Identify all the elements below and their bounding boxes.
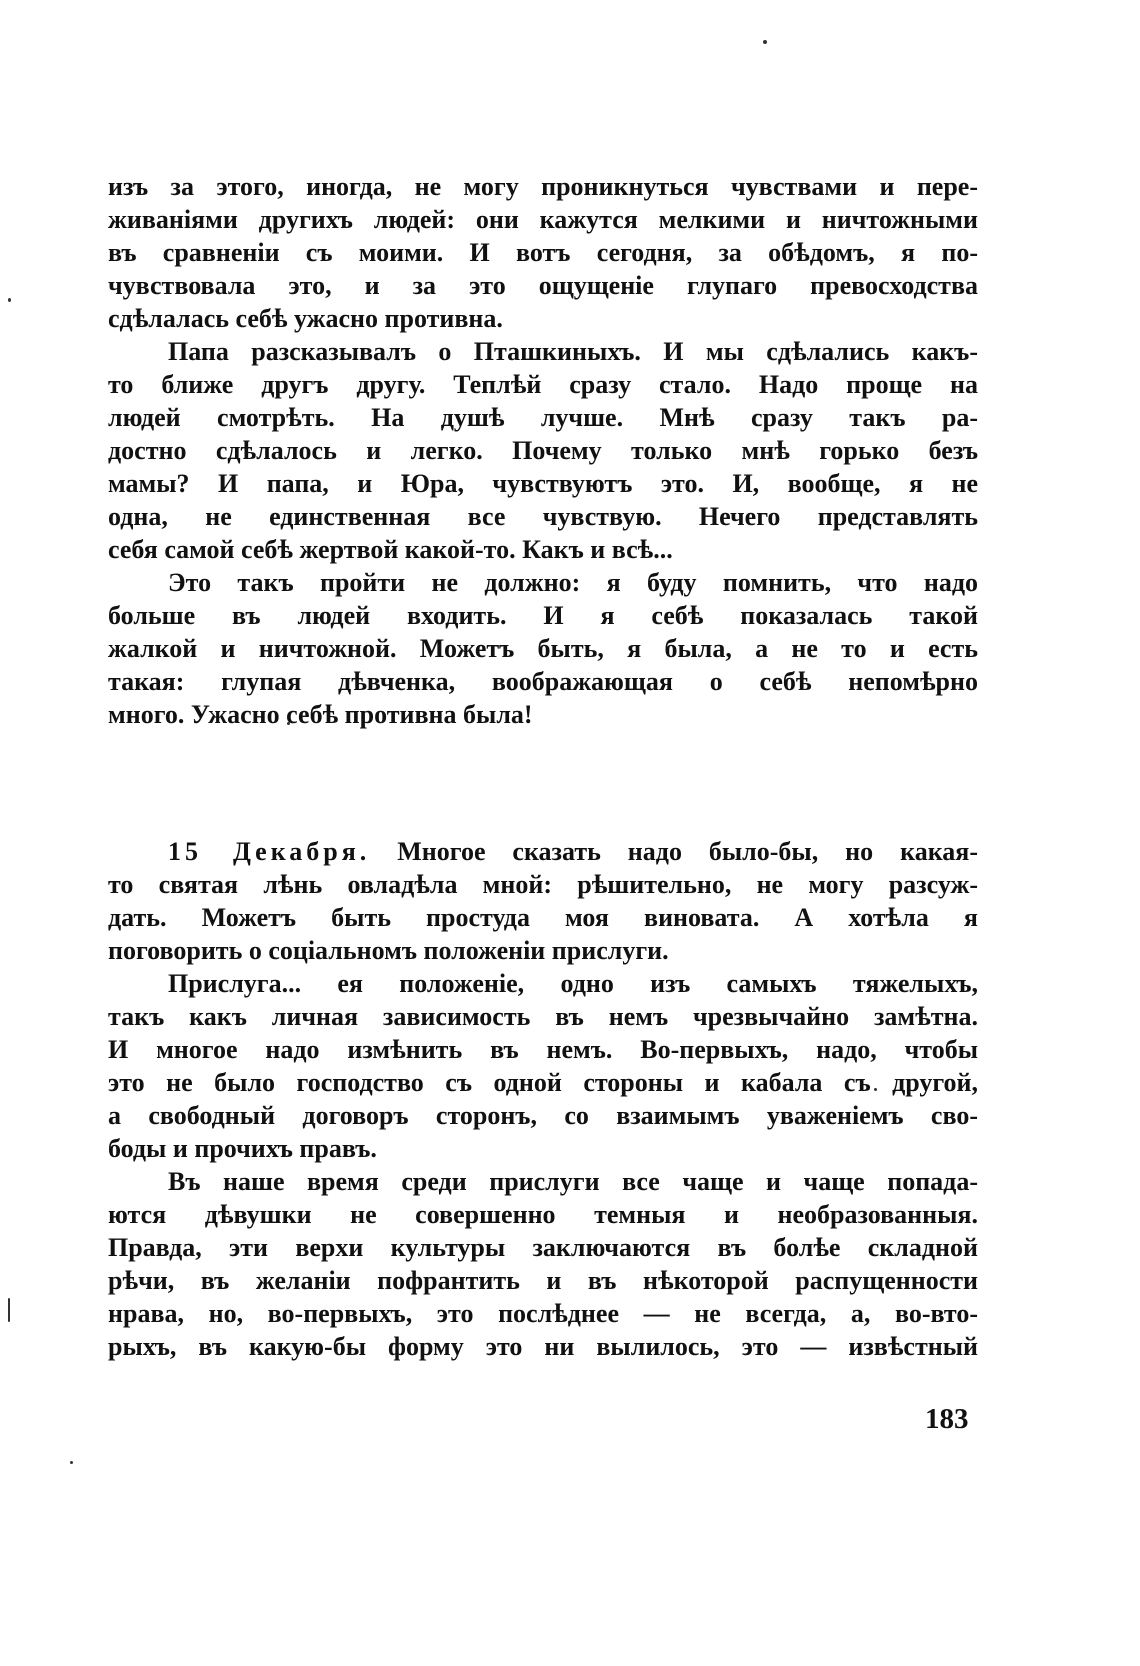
- text-line: И многое надо измѣнить въ немъ. Во-первыхъ, надо, чтобы: [108, 1035, 978, 1064]
- diary-entry-december: [108, 835, 978, 1363]
- text-line: жалкой и ничтожной. Можетъ быть, я была, а не то и есть: [108, 634, 978, 663]
- entry-first-line: [108, 835, 978, 868]
- scan-speck: [8, 1298, 10, 1322]
- entry-date: 15 Декабря.: [168, 837, 371, 866]
- entry-first-line-text: Многое сказать надо было-бы, но какая-: [397, 837, 979, 866]
- text-line: рыхъ, въ какую-бы форму это ни вылилось, это — извѣстный: [108, 1332, 978, 1361]
- text-line: Папа разсказывалъ о Пташкиныхъ. И мы сдѣлались какъ-: [168, 337, 978, 366]
- diary-entry-continued: [108, 170, 978, 731]
- text-line: одна, не единственная все чувствую. Нечего представлять: [108, 502, 978, 531]
- text-line: сдѣлалась себѣ ужасно противна.: [108, 304, 503, 333]
- text-line: чувствовала это, и за это ощущеніе глупаго превосходства: [108, 271, 978, 300]
- text-line: а свободный договоръ сторонъ, со взаимымъ уваженіемъ сво-: [108, 1101, 978, 1130]
- text-line: больше въ людей входить. И я себѣ показалась такой: [108, 601, 978, 630]
- text-line: изъ за этого, иногда, не могу проникнуться чувствами и пере-: [108, 172, 978, 201]
- text-line: такая: глупая дѣвченка, воображающая о себѣ непомѣрно: [108, 667, 978, 696]
- scan-speck: [763, 40, 767, 44]
- text-line: рѣчи, въ желаніи пофрантить и въ нѣкоторой распущенности: [108, 1266, 978, 1295]
- page-number: 183: [925, 1403, 969, 1435]
- text-line: себя самой себѣ жертвой какой-то. Какъ и всѣ...: [108, 535, 673, 564]
- text-line: поговорить о соціальномъ положеніи прислуги.: [108, 936, 669, 965]
- text-line: Правда, эти верхи культуры заключаются въ болѣе складной: [108, 1233, 978, 1262]
- text-line: то ближе другъ другу. Теплѣй сразу стало. Надо проще на: [108, 370, 978, 399]
- scan-speck: [8, 298, 11, 302]
- text-line: много. Ужасно себѣ противна была!: [108, 700, 533, 729]
- text-line: Прислуга... ея положеніе, одно изъ самыхъ тяжелыхъ,: [168, 969, 978, 998]
- text-line: мамы? И папа, и Юра, чувствуютъ это. И, вообще, я не: [108, 469, 978, 498]
- text-line: Это такъ пройти не должно: я буду помнить, что надо: [168, 568, 978, 597]
- text-line: въ сравненіи съ моими. И вотъ сегодня, за обѣдомъ, я по-: [108, 238, 978, 267]
- text-line: живаніями другихъ людей: они кажутся мелкими и ничтожными: [108, 205, 978, 234]
- text-line: такъ какъ личная зависимость въ немъ чрезвычайно замѣтна.: [108, 1002, 978, 1031]
- text-line: ются дѣвушки не совершенно темныя и необразованныя.: [108, 1200, 978, 1229]
- text-line: боды и прочихъ правъ.: [108, 1134, 377, 1163]
- text-line: людей смотрѣть. На душѣ лучше. Мнѣ сразу такъ ра-: [108, 403, 978, 432]
- text-line: достно сдѣлалось и легко. Почему только мнѣ горько безъ: [108, 436, 978, 465]
- text-line: Въ наше время среди прислуги все чаще и чаще попада-: [168, 1167, 978, 1196]
- text-line: это не было господство съ одной стороны и кабала съ другой,: [108, 1068, 978, 1097]
- scan-speck: [70, 1461, 73, 1464]
- text-line: дать. Можетъ быть простуда моя виновата. А хотѣла я: [108, 903, 978, 932]
- text-line: то святая лѣнь овладѣла мной: рѣшительно, не могу разсуж-: [108, 870, 978, 899]
- text-line: нрава, но, во-первыхъ, это послѣднее — не всегда, а, во-вто-: [108, 1299, 978, 1328]
